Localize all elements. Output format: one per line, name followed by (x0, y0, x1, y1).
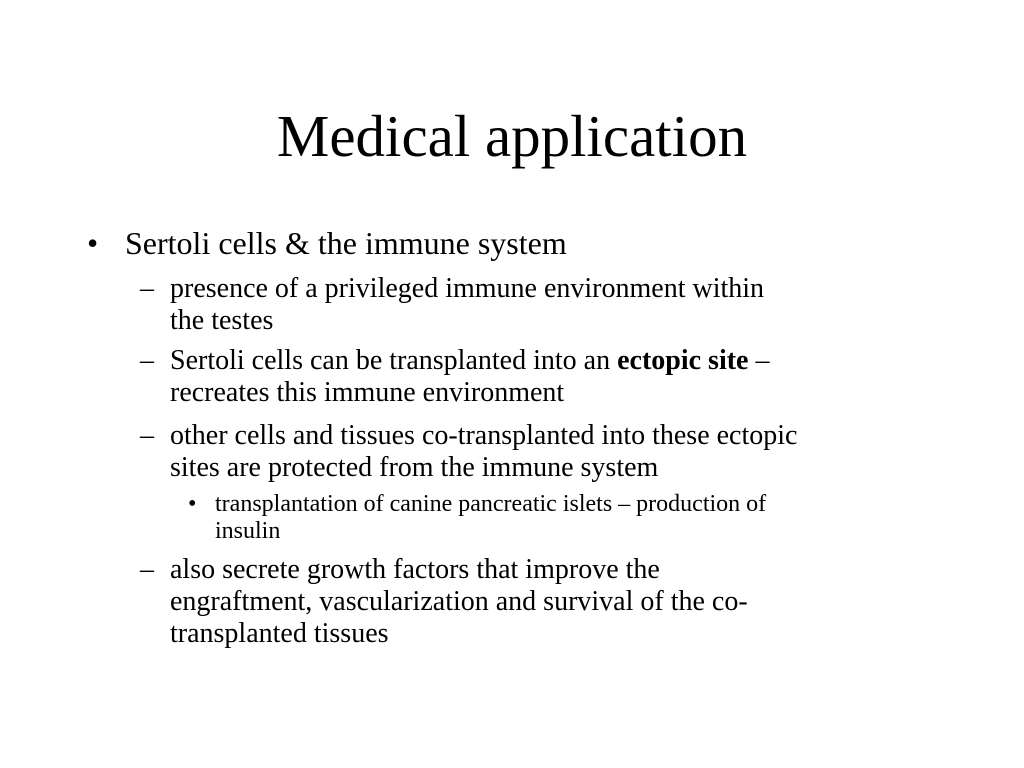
text-line: recreates this immune environment (170, 377, 565, 408)
text-line: other cells and tissues co-transplanted into these ectopic (170, 420, 798, 451)
text-line: engraftment, vascularization and survival of the co- (170, 586, 748, 617)
text-line: insulin (215, 518, 281, 544)
bold-term: ectopic site (617, 345, 749, 376)
dash-marker: – (140, 554, 154, 585)
sub-bullet-text (170, 345, 950, 409)
text-line: presence of a privileged immune environment within (170, 273, 765, 304)
dash-marker: – (140, 273, 154, 304)
text-line: transplanted tissues (170, 618, 389, 649)
dash-marker: – (140, 420, 154, 451)
bullet-marker: • (188, 491, 197, 517)
text-run: – (748, 345, 770, 376)
text-line: sites are protected from the immune system (170, 452, 659, 483)
text-line: also secrete growth factors that improve the (170, 554, 660, 585)
bullet-marker: • (87, 225, 99, 261)
dash-marker: – (140, 345, 154, 376)
text-line (170, 345, 950, 377)
slide-title: Medical application (276, 103, 748, 169)
text-run: Sertoli cells can be transplanted into an (170, 345, 618, 376)
sub-bullet-text (170, 273, 950, 337)
text-line: transplantation of canine pancreatic islets – production of (215, 491, 767, 517)
bullet-text: Sertoli cells & the immune system (125, 225, 567, 261)
text-line: the testes (170, 305, 274, 336)
sub-bullet-text (170, 554, 950, 650)
sub-sub-bullet-text (215, 491, 915, 545)
sub-bullet-text (170, 420, 950, 484)
